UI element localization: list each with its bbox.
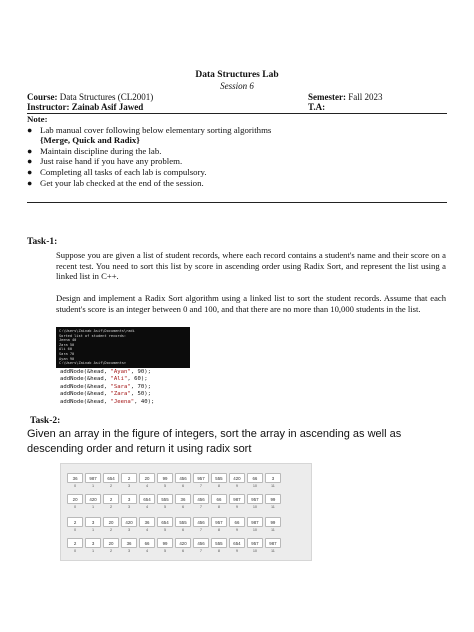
array-cell: 456 bbox=[193, 517, 209, 527]
array-cell: 3 bbox=[265, 473, 281, 483]
instructor-line bbox=[27, 102, 143, 112]
lab-title: Data Structures Lab bbox=[195, 70, 279, 80]
array-index: 9 bbox=[235, 484, 239, 488]
course-value: Data Structures (CL2001) bbox=[59, 92, 154, 102]
array-cell: 20 bbox=[103, 517, 119, 527]
notes-section bbox=[27, 114, 447, 188]
array-cell: 555 bbox=[157, 494, 173, 504]
instructor-label: Instructor: bbox=[27, 102, 70, 112]
index-row bbox=[67, 484, 283, 488]
array-cell: 36 bbox=[139, 517, 155, 527]
array-index: 9 bbox=[235, 505, 239, 509]
array-cell: 66 bbox=[139, 538, 155, 548]
array-cell: 957 bbox=[211, 517, 227, 527]
array-index: 3 bbox=[127, 549, 131, 553]
array-cell: 957 bbox=[193, 473, 209, 483]
array-cell: 66 bbox=[211, 494, 227, 504]
bullet-icon: ● bbox=[27, 124, 33, 135]
code-line: addNode(&head, "Ayan", 90); bbox=[60, 369, 151, 375]
array-row bbox=[67, 494, 283, 504]
array-index: 2 bbox=[110, 484, 113, 488]
array-index: 10 bbox=[252, 528, 258, 532]
array-cell: 654 bbox=[103, 473, 119, 483]
array-index: 7 bbox=[199, 484, 203, 488]
array-index: 10 bbox=[252, 505, 258, 509]
array-cell: 420 bbox=[229, 473, 245, 483]
array-index: 7 bbox=[199, 528, 203, 532]
array-index: 5 bbox=[163, 528, 167, 532]
array-index: 2 bbox=[110, 549, 113, 553]
array-index: 3 bbox=[127, 505, 131, 509]
array-cell: 3 bbox=[85, 517, 101, 527]
array-index: 3 bbox=[127, 484, 131, 488]
note-item: ● Completing all tasks of each lab is compulsory. bbox=[27, 166, 207, 177]
array-cell: 420 bbox=[121, 517, 137, 527]
array-cell: 99 bbox=[265, 517, 281, 527]
array-index: 8 bbox=[217, 505, 221, 509]
array-row bbox=[67, 538, 283, 548]
array-index: 4 bbox=[145, 484, 149, 488]
array-index: 6 bbox=[181, 528, 185, 532]
array-cell: 957 bbox=[247, 494, 263, 504]
array-cell: 2 bbox=[103, 494, 119, 504]
array-index: 0 bbox=[74, 528, 77, 532]
array-cell: 20 bbox=[67, 494, 83, 504]
array-cell: 555 bbox=[211, 538, 227, 548]
code-line: addNode(&head, "Sara", 70); bbox=[60, 383, 151, 390]
array-index: 1 bbox=[92, 528, 95, 532]
task1-paragraph-1: Suppose you are given a list of student records, where each record contains a student's name and their score on a recent test. You need to sort this list by score in ascending order using Radix Sort, and represent the list using a linked list in C++. bbox=[56, 250, 446, 282]
array-cell: 987 bbox=[265, 538, 281, 548]
task2-heading: Task-2: bbox=[30, 416, 61, 426]
note-item: ● Maintain discipline during the lab. bbox=[27, 145, 162, 156]
array-cell: 654 bbox=[229, 538, 245, 548]
semester-value: Fall 2023 bbox=[348, 92, 383, 102]
array-cell: 957 bbox=[247, 538, 263, 548]
array-cell: 420 bbox=[85, 494, 101, 504]
code-line: addNode(&head, "Ali", 60); bbox=[60, 376, 148, 383]
task1-paragraph-2: Design and implement a Radix Sort algorithm using a linked list to sort the student records. Assume that each student's score is an integer between 0 and 100, and that there are no more than 10,000 students in the list. bbox=[56, 293, 446, 314]
array-index: 10 bbox=[252, 484, 258, 488]
array-index: 5 bbox=[163, 549, 167, 553]
array-index: 11 bbox=[270, 549, 275, 553]
notes-divider bbox=[27, 202, 447, 203]
array-cell: 3 bbox=[121, 494, 137, 504]
array-cell: 99 bbox=[157, 538, 173, 548]
array-cell: 2 bbox=[67, 538, 83, 548]
array-index: 5 bbox=[163, 505, 167, 509]
array-index: 11 bbox=[270, 528, 275, 532]
array-cell: 987 bbox=[85, 473, 101, 483]
note-item: ● Just raise hand if you have any problem. bbox=[27, 156, 183, 167]
array-cell: 654 bbox=[139, 494, 155, 504]
array-cell: 654 bbox=[157, 517, 173, 527]
code-line: addNode(&head, "Jeena", 40); bbox=[60, 398, 155, 405]
note-item: ● Get your lab checked at the end of the session. bbox=[27, 177, 204, 188]
task2-description: Given an array in the figure of integers, sort the array in ascending as well as descending order and return it using radix sort bbox=[27, 428, 402, 455]
bullet-icon: ● bbox=[27, 177, 33, 188]
course-line bbox=[27, 92, 153, 102]
array-cell: 555 bbox=[175, 517, 191, 527]
array-index: 9 bbox=[235, 549, 239, 553]
array-cell: 66 bbox=[247, 473, 263, 483]
array-cell: 987 bbox=[229, 494, 245, 504]
array-index: 7 bbox=[199, 505, 203, 509]
array-cell: 456 bbox=[175, 473, 191, 483]
array-index: 2 bbox=[110, 528, 113, 532]
array-cell: 555 bbox=[211, 473, 227, 483]
array-cell: 456 bbox=[193, 538, 209, 548]
array-cell: 99 bbox=[265, 494, 281, 504]
index-row bbox=[67, 549, 283, 553]
session-label: Session 6 bbox=[220, 81, 254, 91]
index-row bbox=[67, 528, 283, 532]
array-index: 9 bbox=[235, 528, 239, 532]
array-index: 4 bbox=[145, 528, 149, 532]
bullet-icon: ● bbox=[27, 166, 33, 177]
array-index: 0 bbox=[74, 484, 77, 488]
bullet-icon: ● bbox=[27, 156, 33, 167]
array-cell: 2 bbox=[67, 517, 83, 527]
task1-heading: Task-1: bbox=[27, 237, 58, 247]
array-index: 2 bbox=[110, 505, 113, 509]
array-index: 10 bbox=[252, 549, 258, 553]
note-item: ● Lab manual cover following below elementary sorting algorithms bbox=[27, 124, 272, 135]
array-index: 8 bbox=[217, 549, 221, 553]
array-cell: 456 bbox=[193, 494, 209, 504]
array-cell: 3 bbox=[85, 538, 101, 548]
code-snippet bbox=[60, 369, 154, 406]
array-cell: 420 bbox=[175, 538, 191, 548]
array-index: 5 bbox=[163, 484, 167, 488]
array-row bbox=[67, 473, 283, 483]
array-cell: 987 bbox=[247, 517, 263, 527]
array-index: 6 bbox=[181, 484, 185, 488]
array-index: 4 bbox=[145, 505, 149, 509]
array-cell: 36 bbox=[121, 538, 137, 548]
array-index: 4 bbox=[145, 549, 149, 553]
array-index: 1 bbox=[92, 484, 95, 488]
semester-label: Semester: bbox=[308, 92, 346, 102]
array-cell: 36 bbox=[67, 473, 83, 483]
array-cell: 20 bbox=[103, 538, 119, 548]
console-output: C:\Users\Zainab Asif\Documents\radi Sorted list of student records: Jeena 40 Zara 50 Ali 60 Sara 70 Ayan 90 C:\Users\Zainab Asif\Documents> bbox=[56, 327, 190, 368]
array-index: 6 bbox=[181, 505, 185, 509]
array-index: 8 bbox=[217, 528, 221, 532]
array-cell: 36 bbox=[175, 494, 191, 504]
array-index: 7 bbox=[199, 549, 203, 553]
array-cell: 2 bbox=[121, 473, 137, 483]
array-row bbox=[67, 517, 283, 527]
ta-label: T.A: bbox=[308, 102, 326, 112]
array-index: 1 bbox=[92, 549, 95, 553]
array-cell: 66 bbox=[229, 517, 245, 527]
array-index: 0 bbox=[74, 549, 77, 553]
code-line: addNode(&head, "Zara", 50); bbox=[60, 391, 151, 398]
index-row bbox=[67, 505, 283, 509]
notes-heading: Note: bbox=[27, 114, 48, 124]
course-label: Course: bbox=[27, 92, 58, 102]
array-index: 11 bbox=[270, 484, 275, 488]
array-cell: 20 bbox=[139, 473, 155, 483]
bullet-icon: ● bbox=[27, 145, 33, 156]
note-subitem: {Merge, Quick and Radix} bbox=[40, 135, 140, 146]
array-index: 3 bbox=[127, 528, 131, 532]
array-index: 8 bbox=[217, 484, 221, 488]
array-cell: 99 bbox=[157, 473, 173, 483]
array-index: 11 bbox=[270, 505, 275, 509]
array-index: 0 bbox=[74, 505, 77, 509]
radix-array-figure bbox=[60, 463, 312, 561]
array-index: 1 bbox=[92, 505, 95, 509]
semester-line bbox=[308, 92, 383, 102]
array-index: 6 bbox=[181, 549, 185, 553]
instructor-value: Zainab Asif Jawed bbox=[71, 102, 144, 112]
